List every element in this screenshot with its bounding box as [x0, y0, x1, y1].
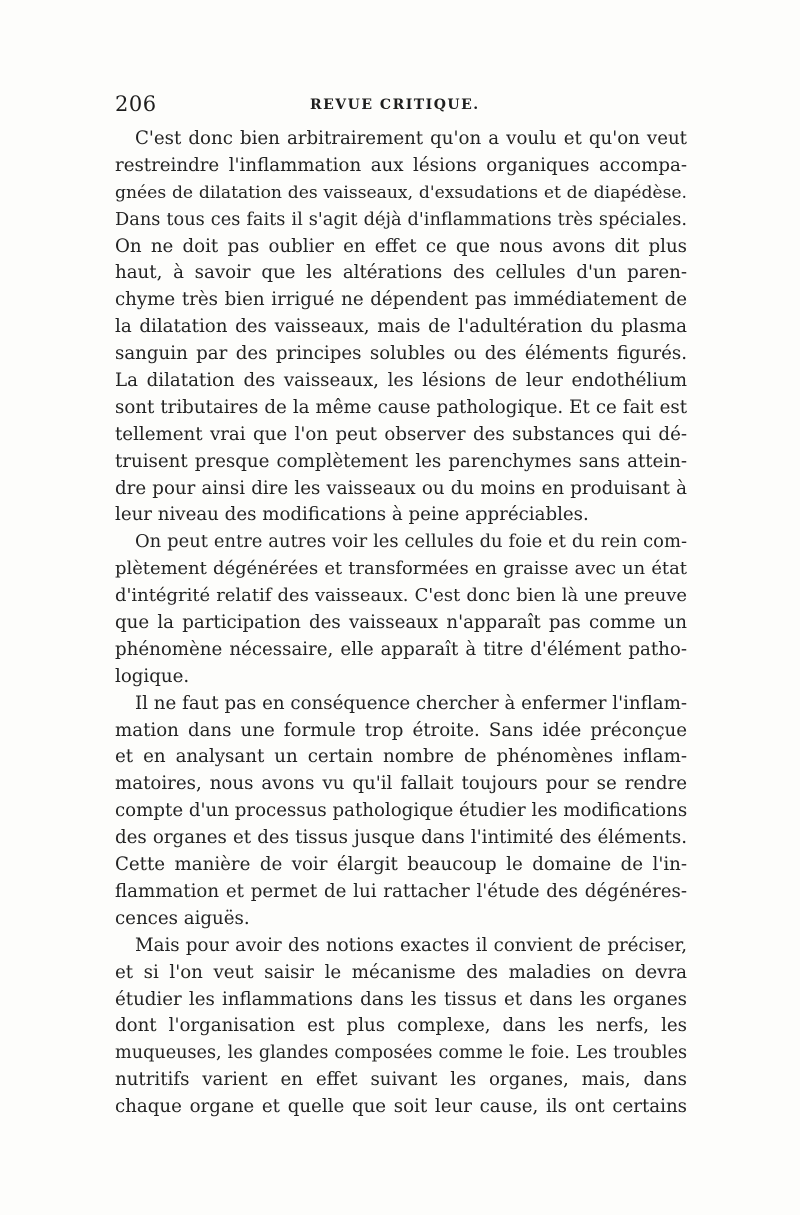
- text-line: logique.: [115, 665, 190, 687]
- text-line: mation dans une formule trop étroite. Sans idée préconçue: [115, 719, 687, 741]
- running-head: REVUE CRITIQUE.: [310, 97, 480, 113]
- text-line: sont tributaires de la même cause pathologique. Et ce fait est: [115, 396, 687, 418]
- text-line: nutritifs varient en effet suivant les organes, mais, dans: [115, 1069, 687, 1091]
- text-line: haut, à savoir que les altérations des cellules d'un paren-: [115, 262, 687, 284]
- text-line: phénomène nécessaire, elle apparaît à titre d'élément patho-: [115, 638, 687, 660]
- text-line: et en analysant un certain nombre de phénomènes inflam-: [115, 746, 687, 768]
- text-line: la dilatation des vaisseaux, mais de l'adultération du plasma: [115, 316, 687, 338]
- text-line: que la participation des vaisseaux n'apparaît pas comme un: [115, 612, 687, 634]
- paragraph-1: [115, 126, 687, 529]
- text-line: truisent presque complètement les parenchymes sans attein-: [115, 450, 687, 472]
- text-line: des organes et des tissus jusque dans l'intimité des éléments.: [115, 827, 687, 849]
- text-line: Cette manière de voir élargit beaucoup le domaine de l'in-: [115, 854, 687, 876]
- text-line: On peut entre autres voir les cellules du foie et du rein com-: [135, 531, 687, 553]
- text-line: muqueuses, les glandes composées comme le foie. Les troubles: [115, 1043, 687, 1064]
- text-line: La dilatation des vaisseaux, les lésions de leur endothélium: [115, 370, 687, 392]
- paragraph-2: [115, 529, 687, 690]
- text-line: Dans tous ces faits il s'agit déjà d'inflammations très spéciales.: [115, 209, 687, 230]
- text-line: sanguin par des principes solubles ou des éléments figurés.: [115, 343, 687, 365]
- text-line: chaque organe et quelle que soit leur cause, ils ont certains: [115, 1096, 687, 1118]
- text-line: tellement vrai que l'on peut observer des substances qui dé-: [115, 423, 687, 445]
- text-line: flammation et permet de lui rattacher l'étude des dégénéres-: [115, 880, 687, 902]
- text-line: leur niveau des modifications à peine appréciables.: [115, 504, 589, 526]
- page-number: 206: [115, 92, 157, 116]
- text-line: C'est donc bien arbitrairement qu'on a voulu et qu'on veut: [135, 128, 687, 149]
- text-line: cences aiguës.: [115, 907, 250, 929]
- text-line: compte d'un processus pathologique étudier les modifications: [115, 800, 688, 822]
- paragraph-3: [115, 691, 687, 933]
- text-line: Mais pour avoir des notions exactes il convient de préciser,: [135, 934, 687, 956]
- page-header: [115, 92, 687, 118]
- body-text: [115, 126, 687, 1121]
- text-line: plètement dégénérées et transformées en graisse avec un état: [115, 558, 687, 580]
- text-line: chyme très bien irrigué ne dépendent pas immédiatement de: [115, 289, 687, 311]
- text-line: d'intégrité relatif des vaisseaux. C'est donc bien là une preuve: [115, 585, 687, 607]
- text-line: étudier les inflammations dans les tissus et dans les organes: [115, 988, 687, 1010]
- text-line: restreindre l'inflammation aux lésions organiques accompa-: [115, 154, 687, 176]
- text-line: dre pour ainsi dire les vaisseaux ou du moins en produisant à: [115, 477, 687, 499]
- paragraph-4: [115, 933, 687, 1121]
- text-line: Il ne faut pas en conséquence chercher à enfermer l'inflam-: [135, 692, 687, 714]
- text-line: et si l'on veut saisir le mécanisme des maladies on devra: [115, 961, 687, 983]
- text-line: On ne doit pas oublier en effet ce que nous avons dit plus: [115, 235, 687, 257]
- text-line: dont l'organisation est plus complexe, dans les nerfs, les: [115, 1015, 687, 1037]
- text-line: matoires, nous avons vu qu'il fallait toujours pour se rendre: [115, 773, 687, 795]
- text-line: gnées de dilatation des vaisseaux, d'exsudations et de diapédèse.: [115, 182, 687, 203]
